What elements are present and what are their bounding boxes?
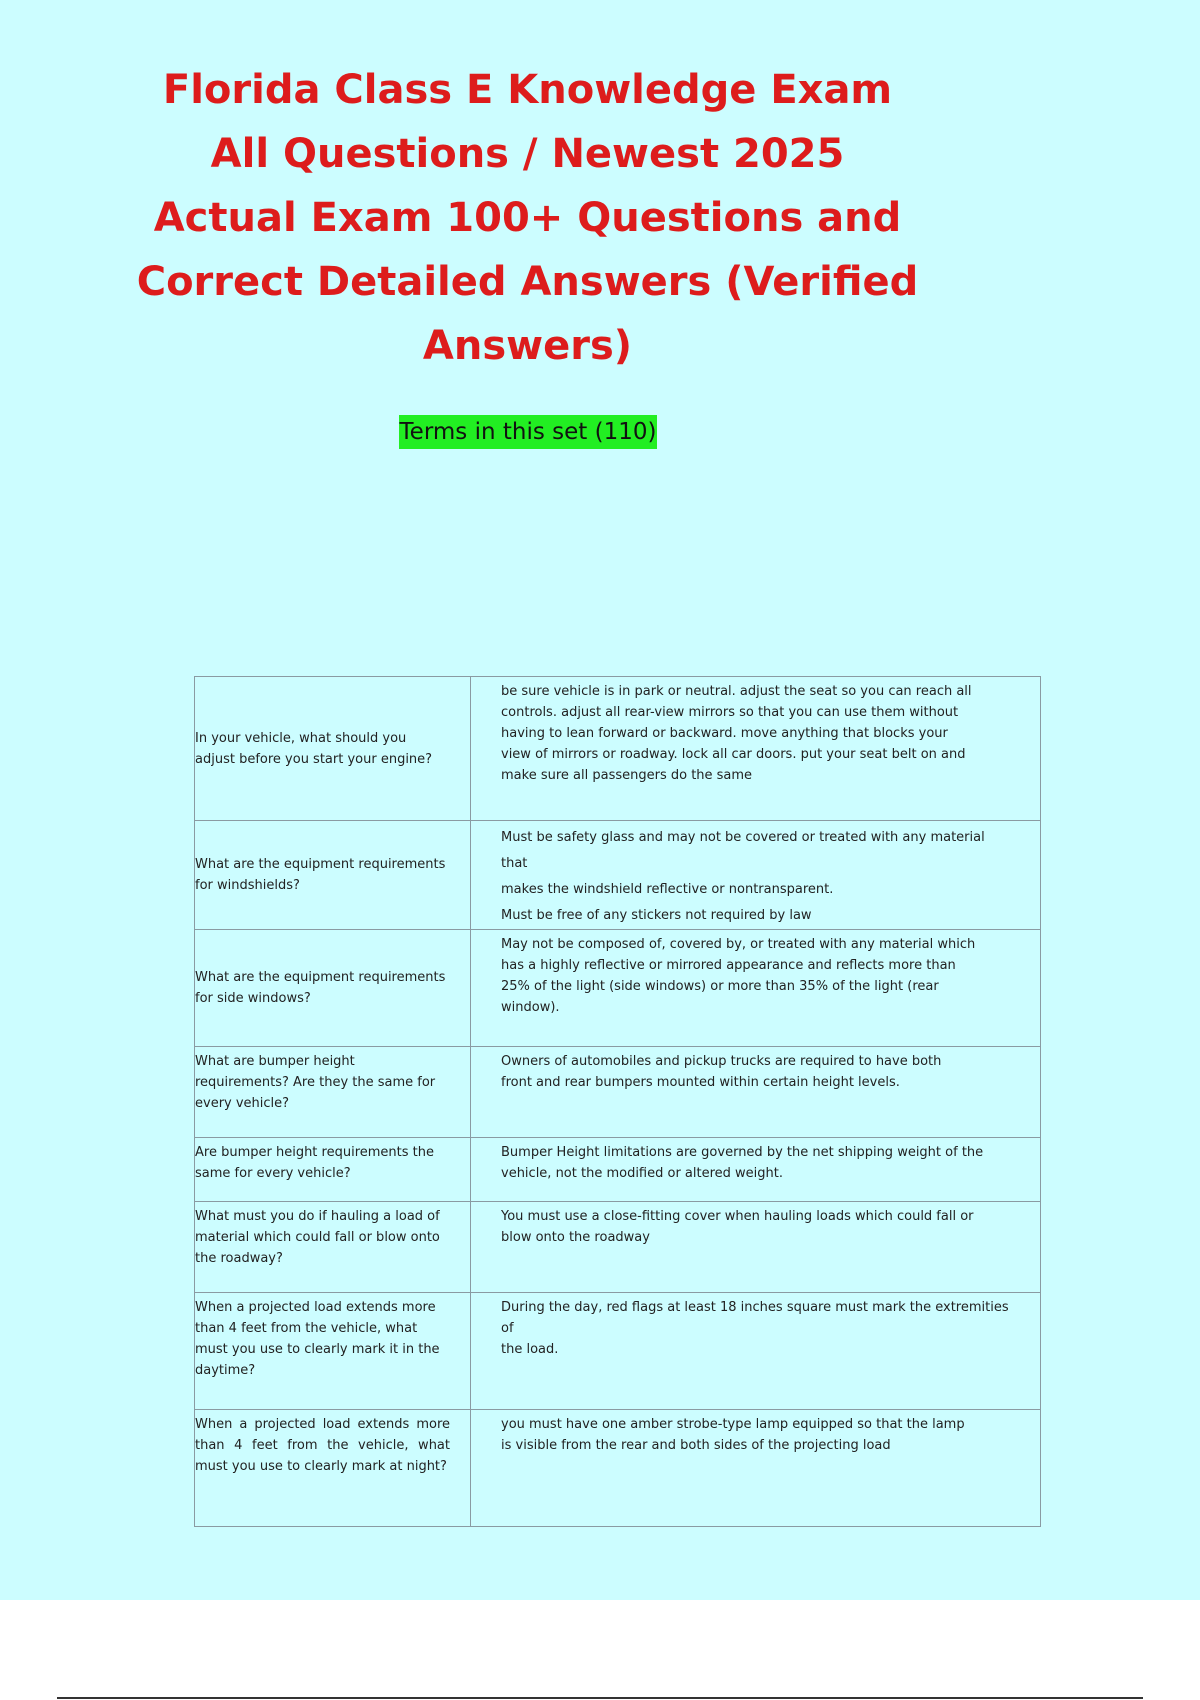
question-text: What are bumper height requirements? Are they the same for every vehicle?: [195, 1054, 436, 1111]
table-row: [195, 1293, 1041, 1410]
answer-line: has a highly reflective or mirrored appearance and reflects more than: [501, 958, 956, 973]
answer-line: Must be safety glass and may not be covered or treated with any material that: [501, 830, 985, 871]
table-row: [195, 1410, 1041, 1527]
table-row: [195, 930, 1041, 1047]
answer-line: During the day, red flags at least 18 inches square must mark the extremities of: [501, 1300, 1009, 1336]
answer-cell: [471, 1410, 1041, 1527]
answer-line: front and rear bumpers mounted within certain height levels.: [501, 1075, 900, 1090]
answer-line: the load.: [501, 1342, 559, 1357]
terms-count-label: Terms in this set (110): [399, 415, 658, 449]
answer-cell: [471, 1293, 1041, 1410]
question-text: When a projected load extends more than 4 feet from the vehicle, what must you use to clearly mark it in the daytime?: [195, 1300, 440, 1378]
table-row: [195, 821, 1041, 930]
answer-line: blow onto the roadway: [501, 1230, 650, 1245]
title-line: All Questions / Newest 2025: [210, 131, 845, 177]
qa-table: [194, 676, 1041, 1527]
answer-line: be sure vehicle is in park or neutral. adjust the seat so you can reach all: [501, 684, 972, 699]
question-text: What must you do if hauling a load of material which could fall or blow onto the roadway?: [195, 1209, 440, 1266]
table-row: [195, 1047, 1041, 1138]
answer-cell: [471, 930, 1041, 1047]
answer-cell: [471, 1138, 1041, 1202]
answer-cell: [471, 1202, 1041, 1293]
table-row: [195, 1202, 1041, 1293]
title-line: Florida Class E Knowledge Exam: [162, 67, 893, 113]
answer-line: window).: [501, 1000, 560, 1015]
question-text: When a projected load extends more than 4 feet from the vehicle, what must you use to clearly mark at night?: [195, 1417, 450, 1474]
question-cell: [195, 677, 471, 821]
title-line: Actual Exam 100+ Questions and: [153, 195, 902, 241]
answer-line: Must be free of any stickers not required by law: [501, 908, 812, 923]
footer-rule: [57, 1697, 1143, 1699]
question-cell: [195, 821, 471, 930]
answer-line: you must have one amber strobe-type lamp equipped so that the lamp: [501, 1417, 965, 1432]
question-cell: [195, 1410, 471, 1527]
answer-line: Bumper Height limitations are governed by the net shipping weight of the: [501, 1145, 984, 1160]
answer-cell: [471, 677, 1041, 821]
answer-line: having to lean forward or backward. move anything that blocks your: [501, 726, 948, 741]
answer-line: controls. adjust all rear-view mirrors so that you can use them without: [501, 705, 959, 720]
document-title: [120, 58, 935, 378]
question-cell: [195, 1202, 471, 1293]
table-row: [195, 677, 1041, 821]
answer-line: is visible from the rear and both sides of the projecting load: [501, 1438, 891, 1453]
answer-line: vehicle, not the modified or altered weight.: [501, 1166, 784, 1181]
answer-line: You must use a close-fitting cover when hauling loads which could fall or: [501, 1209, 974, 1224]
answer-line: May not be composed of, covered by, or treated with any material which: [501, 937, 976, 952]
answer-line: view of mirrors or roadway. lock all car doors. put your seat belt on and: [501, 747, 966, 762]
question-text: In your vehicle, what should you adjust before you start your engine?: [195, 730, 433, 767]
question-cell: [195, 930, 471, 1047]
title-line: Correct Detailed Answers (Verified: [136, 259, 919, 305]
question-cell: [195, 1293, 471, 1410]
title-line: Answers): [422, 323, 633, 369]
question-text: Are bumper height requirements the same for every vehicle?: [195, 1145, 434, 1181]
answer-cell: [471, 821, 1041, 930]
question-cell: [195, 1047, 471, 1138]
question-text: What are the equipment requirements for windshields?: [195, 857, 446, 893]
answer-line: make sure all passengers do the same: [501, 768, 753, 783]
terms-count-container: [0, 415, 1056, 449]
question-cell: [195, 1138, 471, 1202]
answer-line: makes the windshield reflective or nontransparent.: [501, 882, 834, 897]
table-row: [195, 1138, 1041, 1202]
answer-line: 25% of the light (side windows) or more than 35% of the light (rear: [501, 979, 939, 994]
answer-cell: [471, 1047, 1041, 1138]
question-text: What are the equipment requirements for side windows?: [195, 970, 446, 1006]
answer-line: Owners of automobiles and pickup trucks are required to have both: [501, 1054, 942, 1069]
